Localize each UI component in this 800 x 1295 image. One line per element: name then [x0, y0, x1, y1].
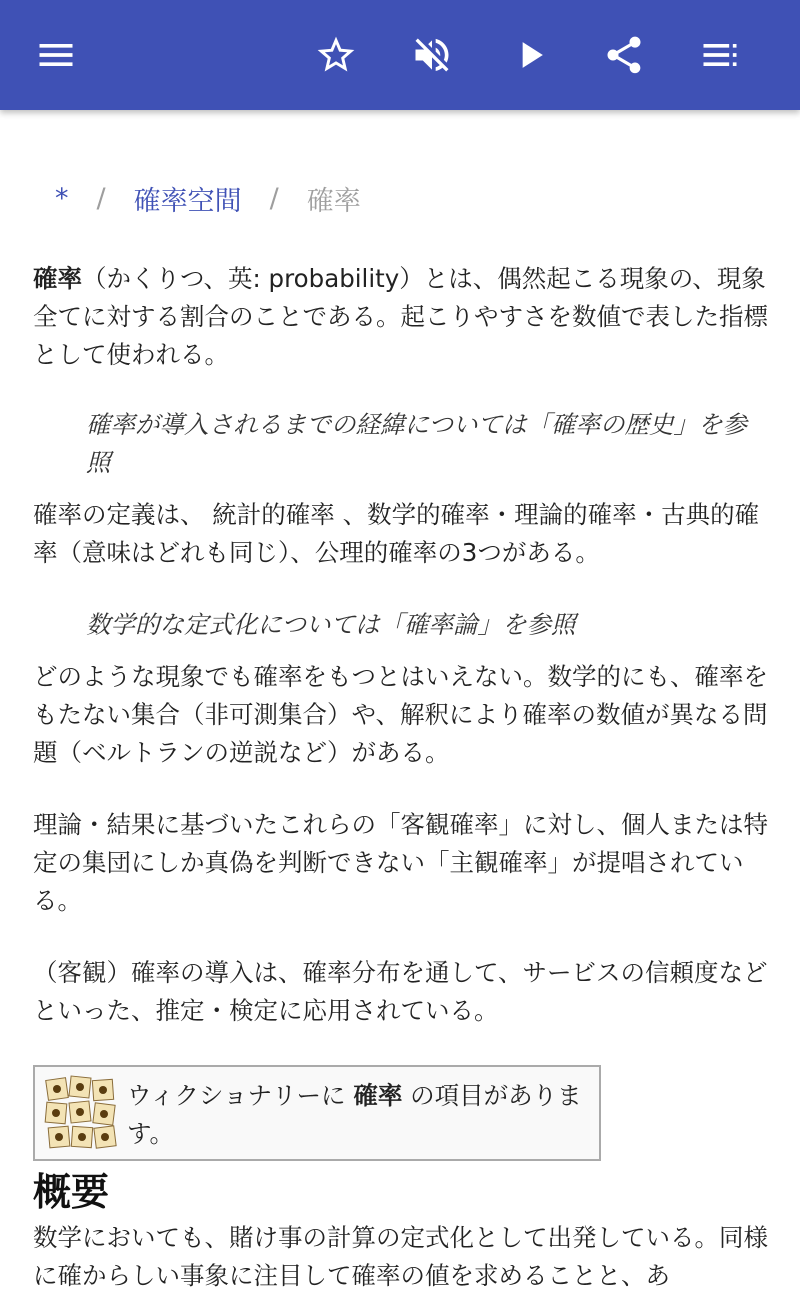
lead-text: （かくりつ、英: probability）とは、偶然起こる現象の、現象全てに対する割合のことである。起こりやすさを数値で表した指標として使われる。 [33, 264, 768, 369]
wiktionary-term-link[interactable]: 確率 [353, 1081, 403, 1110]
play-button[interactable] [502, 27, 558, 83]
section-heading-overview: 概要 [33, 1170, 110, 1214]
subjective-paragraph: 理論・結果に基づいたこれらの「客観確率」に対し、個人または特定の集団にしか真偽を判断できない「主観確率」が提唱されている。 [33, 810, 768, 915]
hatnote-history[interactable]: 確率が導入されるまでの経緯については「確率の歴史」を参照 [86, 410, 748, 477]
play-icon [508, 33, 552, 77]
share-icon [602, 33, 646, 77]
breadcrumb-separator: / [269, 182, 279, 214]
bookmark-button[interactable] [308, 27, 364, 83]
volume-off-icon [410, 33, 454, 77]
nonmeasurable-paragraph: どのような現象でも確率をもつとはいえない。数学的にも、確率をもたない集合（非可測集合）や、解釈により確率の数値が異なる問題（ベルトランの逆説など）がある。 [33, 662, 768, 767]
mute-button[interactable] [404, 27, 460, 83]
breadcrumb-separator: / [96, 182, 106, 214]
lead-term: 確率 [33, 264, 82, 293]
breadcrumb-current: 確率 [306, 185, 361, 217]
definitions-paragraph: 確率の定義は、 統計的確率 、数学的確率・理論的確率・古典的確率（意味はどれも同じ）、公理的確率の3つがある。 [33, 500, 760, 567]
breadcrumb-root-link[interactable]: * [55, 182, 69, 214]
wiktionary-logo-icon [43, 1075, 119, 1151]
application-paragraph: （客観）確率の導入は、確率分布を通して、サービスの信頼度などといった、推定・検定に応用されている。 [33, 958, 768, 1025]
app-bar [0, 0, 800, 110]
menu-icon [34, 33, 78, 77]
breadcrumb-parent-link[interactable]: 確率空間 [133, 185, 242, 217]
overview-paragraph: 数学においても、賭け事の計算の定式化として出発している。同様に確からしい事象に注目して確率の値を求めることと、あ [33, 1223, 768, 1290]
breadcrumb [33, 176, 768, 220]
playlist-icon [698, 33, 742, 77]
lead-paragraph [33, 260, 768, 374]
hatnote-theory[interactable]: 数学的な定式化については「確率論」を参照 [86, 610, 576, 639]
wiktionary-suffix: の項目があります。 [127, 1081, 582, 1148]
wiktionary-text [127, 1077, 591, 1153]
menu-button[interactable] [28, 27, 84, 83]
wiktionary-box[interactable] [33, 1065, 601, 1161]
share-button[interactable] [596, 27, 652, 83]
wiktionary-prefix: ウィクショナリーに [127, 1081, 354, 1110]
star-icon [314, 33, 358, 77]
contents-button[interactable] [692, 27, 748, 83]
article-content [33, 110, 768, 1295]
